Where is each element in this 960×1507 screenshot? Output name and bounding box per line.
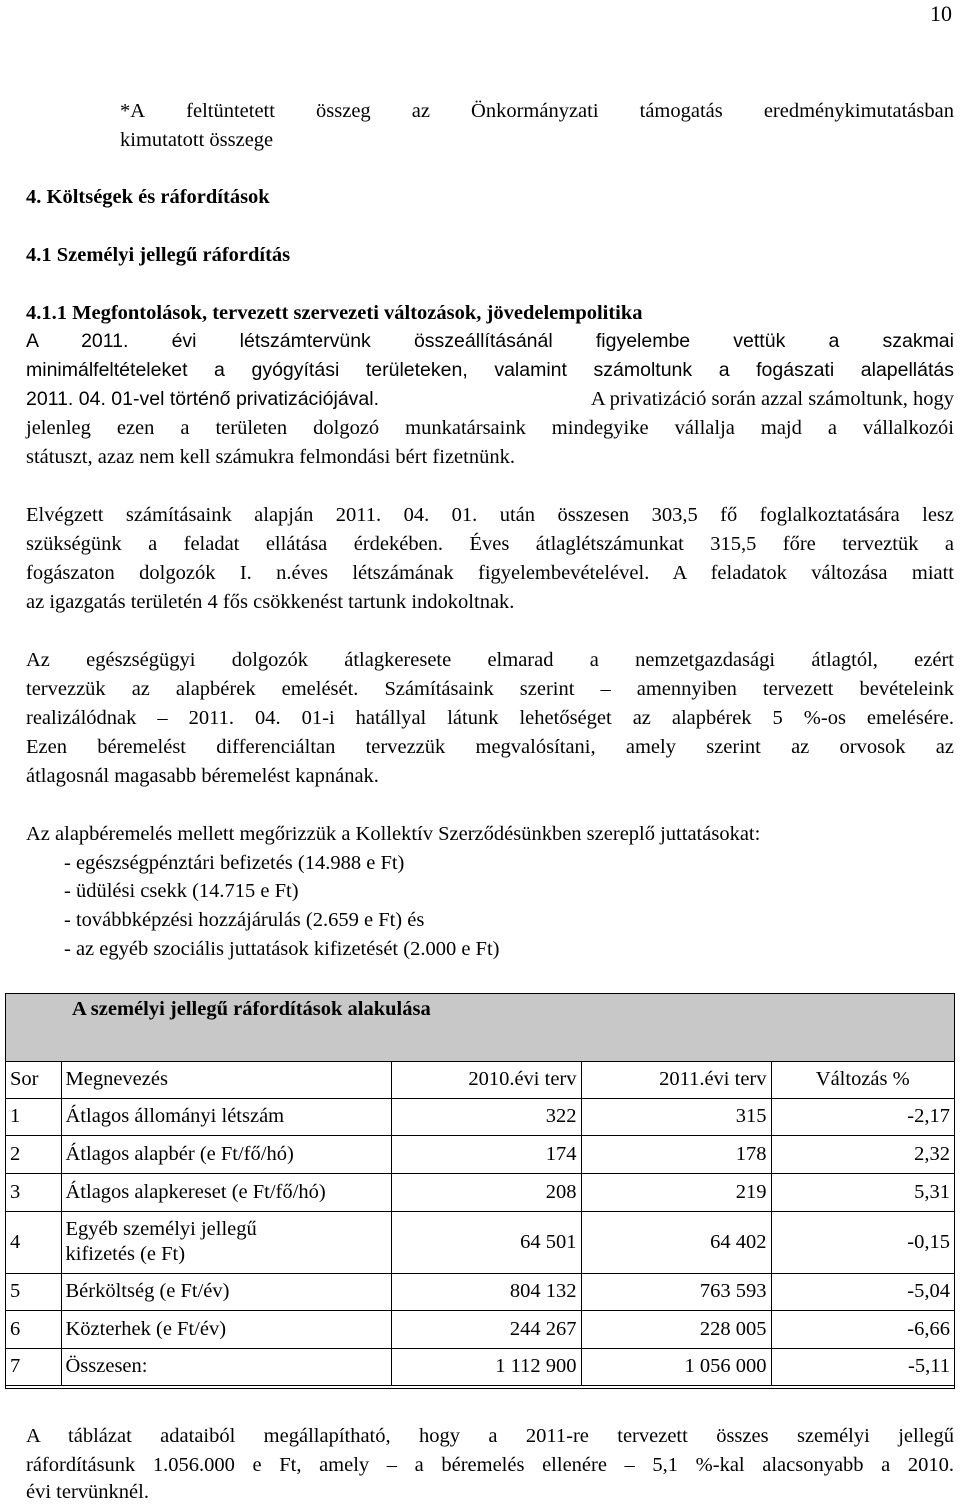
table-row	[6, 1310, 954, 1348]
para1-line-3b: A privatizáció során azzal számoltunk, hogy	[590, 388, 954, 410]
header-2011: 2011.évi terv	[581, 1061, 771, 1098]
table-row	[6, 1211, 954, 1273]
value-change: 5,31	[771, 1173, 954, 1211]
table-title-row	[6, 994, 954, 1062]
value-change: -0,15	[771, 1211, 954, 1273]
value-change: -6,66	[771, 1310, 954, 1348]
table-row	[6, 1098, 954, 1135]
footnote-line-2: kimutatott összege	[120, 129, 274, 151]
para4-intro: Az alapbéremelés mellett megőrizzük a Kollektív Szerződésünkben szereplő juttatásokat:	[26, 823, 761, 845]
para2-line-1: Elvégzett számításaink alapján 2011. 04. 01. után összesen 303,5 fő foglalkoztatására lesz	[26, 504, 954, 526]
heading-4-1: 4.1 Személyi jellegű ráfordítás	[26, 244, 291, 266]
table-header-row	[6, 1061, 954, 1098]
table-title: A személyi jellegű ráfordítások alakulása	[72, 998, 431, 1020]
value-2011: 219	[581, 1173, 771, 1211]
value-2010: 1 112 900	[391, 1348, 581, 1385]
row-number: 4	[6, 1211, 61, 1273]
benefit-item: - egészségpénztári befizetés (14.988 e Ft)	[64, 852, 405, 874]
para1-line-3	[26, 385, 954, 414]
para2-line-4: az igazgatás területén 4 fős csökkenést tartunk indokoltnak.	[26, 591, 515, 613]
para3-line-2: tervezzük az alapbérek emelését. Számításaink szerint – amennyiben tervezett bevételeink	[26, 678, 954, 700]
para1-line-2: minimálfeltételeket a gyógyítási területeken, valamint számoltunk a fogászati alapellátás	[26, 359, 954, 381]
para1-line-3a: 2011. 04. 01-vel történő privatizációjával.	[26, 388, 380, 410]
header-sor: Sor	[6, 1061, 61, 1098]
row-label: Átlagos alapbér (e Ft/fő/hó)	[61, 1135, 391, 1173]
para1-line-1: A 2011. évi létszámtervünk összeállításánál figyelembe vettük a szakmai	[26, 330, 954, 352]
header-megnevezes: Megnevezés	[61, 1061, 391, 1098]
row-label: Bérköltség (e Ft/év)	[61, 1273, 391, 1310]
value-2010: 174	[391, 1135, 581, 1173]
footnote-line-1: *A feltüntetett összeg az Önkormányzati támogatás eredménykimutatásban	[120, 100, 954, 122]
value-2011: 763 593	[581, 1273, 771, 1310]
row-number: 6	[6, 1310, 61, 1348]
conclusion-line-3: évi tervünknél.	[26, 1481, 149, 1503]
para3-line-5: átlagosnál magasabb béremelést kapnának.	[26, 765, 379, 787]
heading-4-1-1: 4.1.1 Megfontolások, tervezett szervezeti változások, jövedelempolitika	[26, 302, 643, 324]
heading-4: 4. Költségek és ráfordítások	[26, 186, 270, 208]
value-change: 2,32	[771, 1135, 954, 1173]
value-2010: 804 132	[391, 1273, 581, 1310]
conclusion-line-2: ráfordításunk 1.056.000 e Ft, amely – a béremelés ellenére – 5,1 %-kal alacsonyabb a 2010.	[26, 1454, 954, 1476]
row-label: Összesen:	[61, 1348, 391, 1385]
row-label: Átlagos állományi létszám	[61, 1098, 391, 1135]
benefit-item: - az egyéb szociális juttatások kifizetését (2.000 e Ft)	[64, 938, 500, 960]
para1-line-4: jelenleg ezen a területen dolgozó munkatársaink mindegyike vállalja majd a vállalkozói	[26, 417, 954, 439]
para3-line-4: Ezen béremelést differenciáltan tervezzük megvalósítani, amely szerint az orvosok az	[26, 736, 954, 758]
row-number: 5	[6, 1273, 61, 1310]
conclusion-line-1: A táblázat adataiból megállapítható, hogy a 2011-re tervezett összes személyi jellegű	[26, 1425, 954, 1447]
value-2011: 64 402	[581, 1211, 771, 1273]
value-2010: 322	[391, 1098, 581, 1135]
value-2011: 1 056 000	[581, 1348, 771, 1385]
value-2011: 315	[581, 1098, 771, 1135]
table-row	[6, 1348, 954, 1385]
data-table	[6, 1061, 954, 1386]
row-label: Egyéb személyi jellegű kifizetés (e Ft)	[61, 1211, 391, 1273]
row-number: 3	[6, 1173, 61, 1211]
table-row	[6, 1135, 954, 1173]
benefit-item: - továbbképzési hozzájárulás (2.659 e Ft) és	[64, 909, 425, 931]
row-number: 2	[6, 1135, 61, 1173]
row-number: 7	[6, 1348, 61, 1385]
row-label: Átlagos alapkereset (e Ft/fő/hó)	[61, 1173, 391, 1211]
value-2011: 178	[581, 1135, 771, 1173]
para3-line-1: Az egészségügyi dolgozók átlagkeresete elmarad a nemzetgazdasági átlagtól, ezért	[26, 649, 954, 671]
header-valtozas: Változás %	[771, 1061, 954, 1098]
para1-line-5: státuszt, azaz nem kell számukra felmondási bért fizetnünk.	[26, 446, 515, 468]
row-number: 1	[6, 1098, 61, 1135]
page-number: 10	[930, 1, 952, 26]
para3-line-3: realizálódnak – 2011. 04. 01-i hatállyal látunk lehetőséget az alapbérek 5 %-os emelésére.	[26, 707, 954, 729]
table-row	[6, 1273, 954, 1310]
value-change: -5,04	[771, 1273, 954, 1310]
value-2011: 228 005	[581, 1310, 771, 1348]
personnel-costs-table	[5, 993, 955, 1389]
benefit-item: - üdülési csekk (14.715 e Ft)	[64, 880, 299, 902]
header-2010: 2010.évi terv	[391, 1061, 581, 1098]
table-row	[6, 1173, 954, 1211]
row-label: Közterhek (e Ft/év)	[61, 1310, 391, 1348]
value-2010: 244 267	[391, 1310, 581, 1348]
para2-line-3: fogászaton dolgozók I. n.éves létszámának figyelembevételével. A feladatok változása miatt	[26, 562, 954, 584]
para2-line-2: szükségünk a feladat ellátása érdekében. Éves átlaglétszámunkat 315,5 főre terveztük a	[26, 533, 954, 555]
value-change: -2,17	[771, 1098, 954, 1135]
value-2010: 64 501	[391, 1211, 581, 1273]
value-change: -5,11	[771, 1348, 954, 1385]
value-2010: 208	[391, 1173, 581, 1211]
